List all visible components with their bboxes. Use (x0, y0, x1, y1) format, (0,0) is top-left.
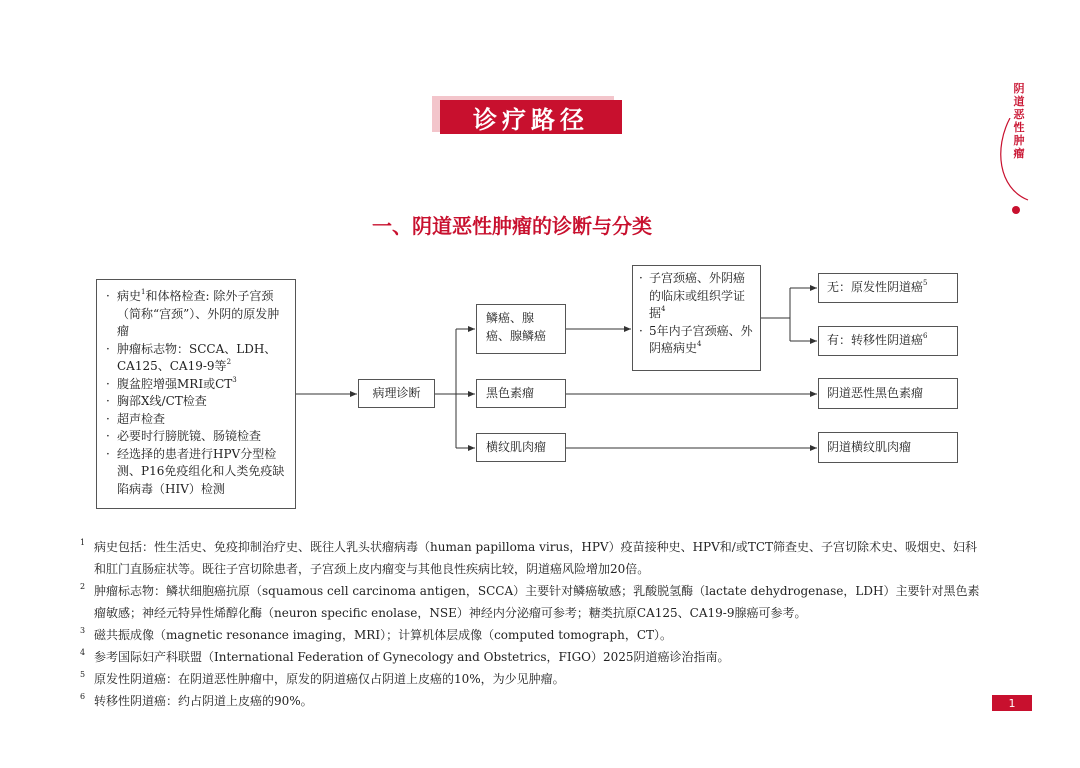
rhabdomyosarcoma-box: 横纹肌肉瘤 (476, 433, 566, 462)
squamous-adeno-box: 鳞癌、腺癌、腺鳞癌 (476, 304, 566, 354)
pathology-box: 病理诊断 (358, 379, 435, 408)
criteria-item: · 子宫颈癌、外阴癌的临床或组织学证据$^4$ (639, 270, 754, 323)
criteria-item: · 5年内子宫颈癌、外阴癌病史$^4$ (639, 323, 754, 358)
footnote: 1 病史包括：性生活史、免疫抑制治疗史、既往人乳头状瘤病毒（human papilloma virus，HPV）疫苗接种史、HPV和/或TCT筛查史、子宫切除术史、吸烟史、妇科和肛门直肠症状等。既往子宫切除患者，子宫颈上皮内瘤变与其他良性疾病比较，阴道癌风险增加20倍。 (80, 538, 978, 576)
workup-item: · 超声检查 (105, 411, 287, 429)
page-number: 1 (992, 695, 1032, 711)
criteria-box (632, 265, 761, 371)
footnote: 3 磁共振成像（magnetic resonance imaging，MRI）；计算机体层成像（computed tomograph，CT）。 (80, 626, 673, 642)
footnote: 6 转移性阴道癌：约占阴道上皮癌的90%。 (80, 692, 313, 708)
sidebar-label: 阴道恶性肿瘤 (1013, 82, 1025, 160)
workup-item: · 必要时行膀胱镜、肠镜检查 (105, 428, 287, 446)
melanoma-box: 黑色素瘤 (476, 379, 566, 408)
footnote: 4 参考国际妇产科联盟（International Federation of Gynecology and Obstetrics，FIGO）2025阴道癌诊治指南。 (80, 648, 730, 664)
section-title: 一、阴道恶性肿瘤的诊断与分类 (372, 214, 652, 238)
workup-item: · 腹盆腔增强MRI或$CT^3$ (105, 376, 287, 394)
vaginal-melanoma-box: 阴道恶性黑色素瘤 (818, 378, 958, 409)
footnote: 2 肿瘤标志物：鳞状细胞癌抗原（squamous cell carcinoma antigen，SCCA）主要针对鳞癌敏感；乳酸脱氢酶（lactate dehydrogenase，LDH）主要针对黑色素瘤敏感；神经元特异性烯醇化酶（neuron specific enolase，NSE）神经内分泌瘤可参考；糖类抗原CA125、CA19-9腺癌可参考。 (80, 582, 980, 620)
footnote: 5 原发性阴道癌：在阴道恶性肿瘤中，原发的阴道癌仅占阴道上皮癌的10%，为少见肿瘤。 (80, 670, 565, 686)
vaginal-rhabdo-box: 阴道横纹肌肉瘤 (818, 432, 958, 463)
workup-item: · 肿瘤标志物：SCCA、LDH、CA125、CA19-9等$^2$ (105, 341, 287, 376)
page-title: 诊疗路径 (440, 100, 622, 134)
workup-item: · 病史$^1$和体格检查: 除外子宫颈（简称“宫颈”）、外阴的原发肿瘤 (105, 288, 287, 341)
workup-item: · 胸部X线/CT检查 (105, 393, 287, 411)
workup-box (96, 279, 296, 509)
outcome-primary-box: 无：原发性阴道癌$^5$ (818, 273, 958, 303)
workup-item: · 经选择的患者进行HPV分型检测、P16免疫组化和人类免疫缺陷病毒（HIV）检测 (105, 446, 287, 499)
footnotes (80, 536, 980, 712)
outcome-metastatic-box: 有：转移性阴道癌$^6$ (818, 326, 958, 356)
